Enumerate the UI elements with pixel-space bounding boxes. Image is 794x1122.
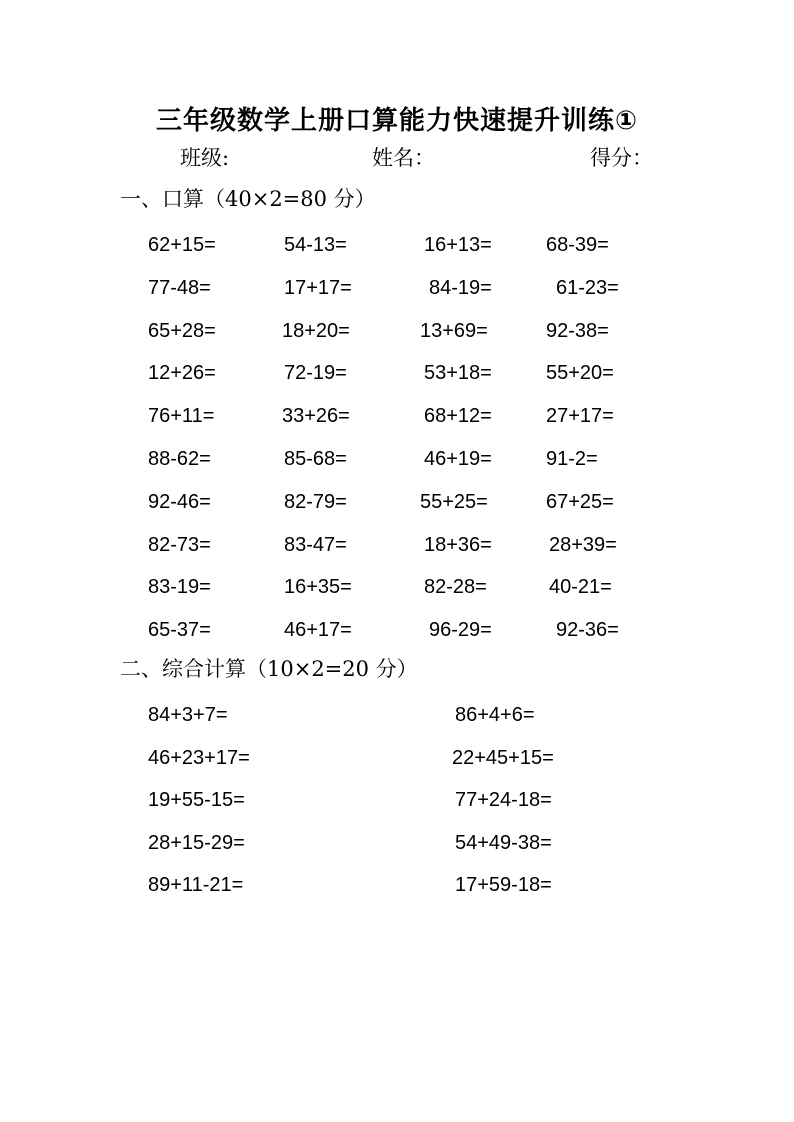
- section2-heading: 二、综合计算（10×2=20 分）: [120, 657, 418, 681]
- oral-problem: 18+36=: [424, 534, 492, 556]
- oral-problem: 13+69=: [420, 320, 488, 342]
- oral-problem: 82-28=: [424, 576, 487, 598]
- oral-problem: 46+17=: [284, 619, 352, 641]
- oral-problem: 92-46=: [148, 491, 211, 513]
- mixed-problem: 77+24-18=: [455, 789, 552, 811]
- oral-problem: 40-21=: [549, 576, 612, 598]
- oral-problem: 92-38=: [546, 320, 609, 342]
- mixed-problem: 28+15-29=: [148, 832, 245, 854]
- oral-problem: 55+25=: [420, 491, 488, 513]
- mixed-problem: 19+55-15=: [148, 789, 245, 811]
- oral-problem: 16+13=: [424, 234, 492, 256]
- mixed-problem: 22+45+15=: [452, 747, 554, 769]
- oral-problem: 17+17=: [284, 277, 352, 299]
- oral-problem: 67+25=: [546, 491, 614, 513]
- name-label: 姓名：: [372, 146, 435, 170]
- mixed-problem: 46+23+17=: [148, 747, 250, 769]
- oral-problem: 28+39=: [549, 534, 617, 556]
- class-label: 班级:: [180, 146, 230, 170]
- oral-problem: 27+17=: [546, 405, 614, 427]
- oral-problem: 53+18=: [424, 362, 492, 384]
- oral-problem: 65+28=: [148, 320, 216, 342]
- oral-problem: 77-48=: [148, 277, 211, 299]
- mixed-problem: 89+11-21=: [148, 874, 244, 896]
- oral-problem: 72-19=: [284, 362, 347, 384]
- oral-problem: 82-79=: [284, 491, 347, 513]
- mixed-problem: 84+3+7=: [148, 704, 228, 726]
- oral-problem: 88-62=: [148, 448, 211, 470]
- oral-problem: 85-68=: [284, 448, 347, 470]
- section1-heading: 一、口算（40×2=80 分）: [120, 187, 376, 211]
- oral-problem: 55+20=: [546, 362, 614, 384]
- oral-problem: 91-2=: [546, 448, 598, 470]
- oral-problem: 33+26=: [282, 405, 350, 427]
- oral-problem: 83-19=: [148, 576, 211, 598]
- oral-problem: 46+19=: [424, 448, 492, 470]
- oral-problem: 83-47=: [284, 534, 347, 556]
- score-label: 得分：: [590, 146, 653, 170]
- page-title: 三年级数学上册口算能力快速提升训练①: [155, 106, 638, 136]
- mixed-problem: 17+59-18=: [455, 874, 552, 896]
- mixed-problem: 86+4+6=: [455, 704, 535, 726]
- oral-problem: 76+11=: [148, 405, 215, 427]
- oral-problem: 62+15=: [148, 234, 216, 256]
- oral-problem: 65-37=: [148, 619, 211, 641]
- oral-problem: 82-73=: [148, 534, 211, 556]
- oral-problem: 16+35=: [284, 576, 352, 598]
- oral-problem: 68-39=: [546, 234, 609, 256]
- oral-problem: 54-13=: [284, 234, 347, 256]
- oral-problem: 92-36=: [556, 619, 619, 641]
- oral-problem: 96-29=: [429, 619, 492, 641]
- oral-problem: 18+20=: [282, 320, 350, 342]
- mixed-problem: 54+49-38=: [455, 832, 552, 854]
- oral-problem: 84-19=: [429, 277, 492, 299]
- oral-problem: 61-23=: [556, 277, 619, 299]
- oral-problem: 68+12=: [424, 405, 492, 427]
- oral-problem: 12+26=: [148, 362, 216, 384]
